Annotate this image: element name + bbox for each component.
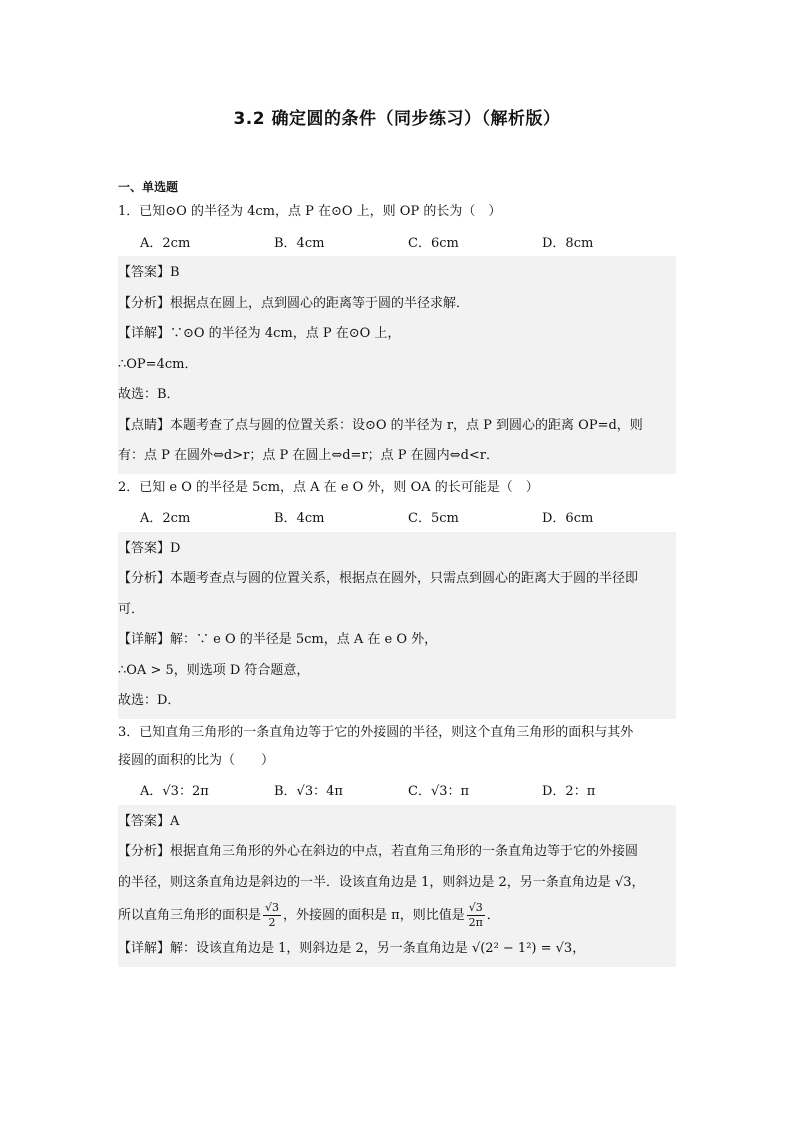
question-3-stem-line: 3．已知直角三角形的一条直角边等于它的外接圆的半径，则这个直角三角形的面积与其外 bbox=[118, 724, 634, 740]
analysis-text: ． bbox=[486, 908, 500, 923]
analysis-line: 【分析】根据点在圆上，点到圆心的距离等于圆的半径求解． bbox=[118, 295, 470, 311]
analysis-line: 可． bbox=[118, 601, 145, 617]
option-b: B．4cm bbox=[274, 235, 325, 251]
section-heading: 一、单选题 bbox=[118, 180, 179, 194]
analysis-text: 所以直角三角形的面积是 bbox=[118, 908, 262, 923]
option-a: A．2cm bbox=[140, 235, 191, 251]
question-3-stem-line: 接圆的面积的比为（ ） bbox=[118, 752, 275, 768]
fraction-numerator: √3 bbox=[265, 901, 280, 914]
option-b: B．√3：4π bbox=[274, 784, 343, 799]
choice-line: 故选：B． bbox=[118, 387, 180, 402]
detail-line: 【详解】解：设该直角边是 1，则斜边是 2，另一条直角边是 √(2² − 1²) = √3， bbox=[118, 941, 586, 956]
choice-line: 故选：D． bbox=[118, 693, 181, 708]
fraction-denominator: 2π bbox=[468, 916, 483, 929]
option-d: D．8cm bbox=[542, 235, 594, 251]
answer-line: 【答案】B bbox=[118, 265, 180, 280]
option-d: D．2：π bbox=[542, 784, 596, 799]
option-c: C．6cm bbox=[408, 235, 459, 251]
option-d: D．6cm bbox=[542, 511, 594, 526]
question-2-options bbox=[118, 502, 676, 532]
analysis-text: ，外接圆的面积是 π，则比值是 bbox=[283, 908, 465, 923]
fraction-denominator: 2 bbox=[268, 916, 276, 929]
detail-line: ∴OP=4cm． bbox=[118, 356, 198, 372]
detail-line: 【详解】解：∵ e O 的半径是 5cm，点 A 在 e O 外， bbox=[118, 632, 438, 647]
option-a: A．√3：2π bbox=[140, 784, 209, 799]
question-2-solution bbox=[118, 532, 676, 719]
answer-line: 【答案】A bbox=[118, 813, 180, 829]
comment-line: 【点睛】本题考查了点与圆的位置关系：设⊙O 的半径为 r，点 P 到圆心的距离 OP=d，则 bbox=[118, 417, 643, 433]
detail-line: ∴OA > 5，则选项 D 符合题意， bbox=[118, 662, 310, 678]
question-1-stem: 1．已知⊙O 的半径为 4cm，点 P 在⊙O 上，则 OP 的长为（ ） bbox=[118, 204, 502, 219]
question-3-solution bbox=[118, 805, 676, 967]
question-3-options bbox=[118, 775, 676, 805]
document-body bbox=[118, 176, 676, 967]
option-a: A．2cm bbox=[140, 511, 191, 526]
analysis-line: 【分析】根据直角三角形的外心在斜边的中点，若直角三角形的一条直角边等于它的外接圆 bbox=[118, 844, 639, 859]
fraction-ratio bbox=[467, 901, 485, 930]
option-b: B．4cm bbox=[274, 511, 325, 526]
fraction-area bbox=[263, 901, 281, 930]
fraction-numerator: √3 bbox=[468, 901, 483, 914]
page-title: 3.2 确定圆的条件（同步练习）（解析版） bbox=[233, 109, 561, 129]
option-c: C．√3：π bbox=[408, 784, 470, 799]
question-1-solution bbox=[118, 256, 676, 474]
analysis-line-with-fractions bbox=[118, 898, 676, 934]
comment-line: 有：点 P 在圆外⇔d>r；点 P 在圆上⇔d=r；点 P 在圆内⇔d<r． bbox=[118, 448, 499, 463]
option-c: C．5cm bbox=[408, 511, 459, 526]
answer-line: 【答案】D bbox=[118, 540, 181, 556]
detail-line: 【详解】∵⊙O 的半径为 4cm，点 P 在⊙O 上， bbox=[118, 326, 401, 341]
question-2-stem: 2．已知 e O 的半径是 5cm，点 A 在 e O 外，则 OA 的长可能是（ ） bbox=[118, 479, 539, 495]
analysis-line: 的半径，则这条直角边是斜边的一半．设该直角边是 1，则斜边是 2，另一条直角边是 √3， bbox=[118, 874, 645, 890]
question-1-options bbox=[118, 226, 676, 256]
analysis-line: 【分析】本题考查点与圆的位置关系，根据点在圆外，只需点到圆心的距离大于圆的半径即 bbox=[118, 571, 639, 586]
